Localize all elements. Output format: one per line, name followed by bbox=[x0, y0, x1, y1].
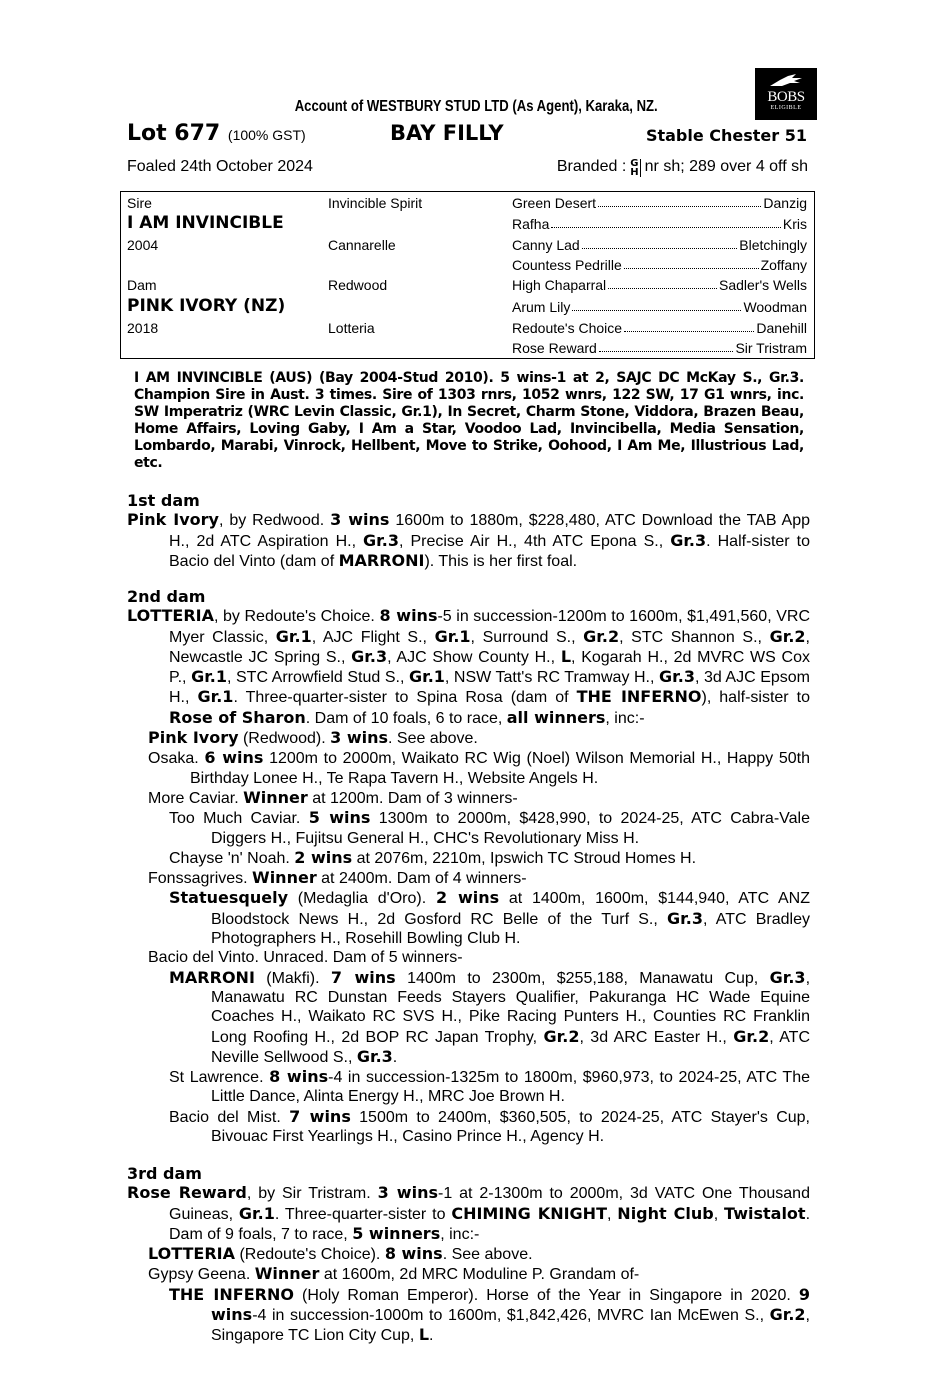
pedigree-entry: THE INFERNO (Holy Roman Emperor). Horse of the Year in Singapore in 2020. 9 wins-4 in succession-1000m to 1600m, $1,842,426, MVRC Ian McEwen S., Gr.2, Singapore TC Lion City Cup, L. bbox=[169, 1284, 810, 1345]
sire-summary: I AM INVINCIBLE (AUS) (Bay 2004-Stud 2010). 5 wins-1 at 2, SAJC DC McKay S., Gr.3. Champion Sire in Aust. 3 times. Sire of 1303 rnrs, 1052 wnrs, 122 SW, 17 G1 wnrs, inc. SW Imperatriz (WRC Levin Classic, Gr.1), In Secret, Charm Stone, Viddora, Brazen Beau, Home Affairs, Loving Gaby, I Am a Star, Voodoo Lad, Invincibella, Media Sensation, Lombardo, Marabi, Vinrock, Hellbent, Move to Strike, Oohood, I Am Me, Illustrious Lad, etc. bbox=[134, 370, 804, 471]
section-heading: 1st dam bbox=[127, 491, 200, 510]
pedigree-entry: St Lawrence. 8 wins-4 in succession-1325m to 1800m, $960,973, to 2024-25, ATC The Little Dance, Alinta Energy H., MRC Joe Brown H. bbox=[169, 1067, 810, 1106]
entries bbox=[127, 606, 810, 1146]
pedigree-entry: Pink Ivory, by Redwood. 3 wins 1600m to 1880m, $228,480, ATC Download the TAB App H., 2d ATC Aspiration H., Gr.3, Precise Air H., 4th ATC Epona S., Gr.3. Half-sister to Bacio del Vinto (dam of MARRONI). This is her first foal. bbox=[127, 510, 811, 570]
gst-note: (100% GST) bbox=[227, 127, 306, 143]
sire-sire: Invincible Spirit bbox=[328, 195, 423, 211]
foaled-date: Foaled 24th October 2024 bbox=[127, 158, 313, 175]
pedigree-entry: LOTTERIA (Redoute's Choice). 8 wins. See above. bbox=[148, 1244, 533, 1264]
sire-label: Sire bbox=[127, 195, 152, 211]
entries bbox=[127, 510, 810, 571]
pedigree-entry: MARRONI (Makfi). 7 wins 1400m to 2300m, $255,188, Manawatu Cup, Gr.3, Manawatu RC Dunstan Feeds Stayers Qualifier, Pakuranga HC Wade Equine Coaches H., Waikato RC SVS H., Pike Racing Punters H., Counties RC Franklin Long Roofing H., 2d BOP RC Japan Trophy, Gr.2, 3d ARC Easter H., Gr.2, ATC Neville Sellwood S., Gr.3. bbox=[169, 967, 811, 1066]
second-dam-section bbox=[127, 587, 810, 1146]
pedigree-entry: Too Much Caviar. 5 wins 1300m to 2000m, $428,990, to 2024-25, ATC Cabra-Vale Diggers H., Fujitsu General H., CHC's Revolutionary Miss H. bbox=[169, 808, 810, 847]
logo-subtext: ELIGIBLE bbox=[770, 105, 802, 111]
pedigree-g3-row: Arum Lily Woodman bbox=[512, 299, 807, 315]
entries bbox=[127, 1183, 810, 1345]
lot-header bbox=[127, 121, 809, 151]
sire-name: I AM INVINCIBLE bbox=[127, 213, 284, 233]
dam-dam: Lotteria bbox=[328, 320, 375, 336]
pedigree-entry: Bacio del Mist. 7 wins 1500m to 2400m, $360,505, to 2024-25, ATC Stayer's Cup, Bivouac First Yearlings H., Casino Prince H., Agency H. bbox=[169, 1106, 810, 1146]
lot-number bbox=[127, 121, 306, 146]
lot-label: Lot 677 bbox=[127, 121, 221, 146]
pedigree-entry: Gypsy Geena. Winner at 1600m, 2d MRC Moduline P. Grandam of- bbox=[148, 1264, 640, 1284]
pedigree-g3-row: High Chaparral Sadler's Wells bbox=[512, 277, 807, 293]
pedigree-entry: Fonssagrives. Winner at 2400m. Dam of 4 winners- bbox=[148, 868, 527, 888]
branded-info bbox=[557, 158, 808, 176]
dam-label: Dam bbox=[127, 277, 157, 293]
bobs-eligible-logo bbox=[755, 68, 817, 120]
dam-sire: Redwood bbox=[328, 277, 388, 293]
stable-location: Stable Chester 51 bbox=[645, 126, 807, 145]
branded-text: nr sh; 289 over 4 off sh bbox=[644, 158, 808, 175]
pedigree-g3-row: Rafha Kris bbox=[512, 216, 807, 232]
horse-sex-color: BAY FILLY bbox=[390, 121, 504, 145]
pedigree-g3-row: Green Desert Danzig bbox=[512, 195, 807, 211]
first-dam-section bbox=[127, 491, 810, 571]
pedigree-g3-row: Countess Pedrille Zoffany bbox=[512, 257, 807, 273]
pedigree-entry: Rose Reward, by Sir Tristram. 3 wins-1 at 2-1300m to 2000m, 3d VATC One Thousand Guineas, Gr.1. Three-quarter-sister to CHIMING KNIGHT, Night Club, Twistalot. Dam of 9 foals, 7 to race, 5 winners, inc:- bbox=[127, 1183, 811, 1243]
pedigree-entry: More Caviar. Winner at 1200m. Dam of 3 winners- bbox=[148, 787, 518, 807]
section-heading: 2nd dam bbox=[127, 587, 206, 606]
dam-name: PINK IVORY (NZ) bbox=[127, 296, 286, 316]
horse-head-icon bbox=[766, 72, 806, 90]
dam-year: 2018 bbox=[127, 320, 159, 336]
pedigree-g3-row: Rose Reward Sir Tristram bbox=[512, 340, 807, 356]
pedigree-entry: LOTTERIA, by Redoute's Choice. 8 wins-5 in succession-1200m to 1600m, $1,491,560, VRC Myer Classic, Gr.1, AJC Flight S., Gr.1, Surround S., Gr.2, STC Shannon S., Gr.2, Newcastle JC Spring S., Gr.3, AJC Show County H., L, Kogarah H., 2d MVRC WS Cox P., Gr.1, STC Arrowfield Stud S., Gr.1, NSW Tatt's RC Tramway H., Gr.3, 3d AJC Epsom H., Gr.1. Three-quarter-sister to Spina Rosa (dam of THE INFERNO), half-sister to Rose of Sharon. Dam of 10 foals, 6 to race, all winners, inc:- bbox=[127, 606, 811, 727]
pedigree-g3-row: Redoute's Choice Danehill bbox=[512, 320, 807, 336]
pedigree-entry: Statuesquely (Medaglia d'Oro). 2 wins at 1400m, 1600m, $144,940, ATC ANZ Bloodstock News H., 2d Gosford RC Belle of the Turf S., Gr.3, ATC Bradley Photographers H., Rosehill Bowling Club H. bbox=[169, 888, 811, 948]
third-dam-section bbox=[127, 1164, 810, 1346]
sire-dam: Cannarelle bbox=[328, 237, 396, 253]
section-heading: 3rd dam bbox=[127, 1164, 202, 1183]
pedigree-entry: Bacio del Vinto. Unraced. Dam of 5 winners- bbox=[148, 949, 463, 967]
logo-text: BOBS bbox=[767, 89, 805, 105]
sire-year: 2004 bbox=[127, 237, 159, 253]
pedigree-entry: Osaka. 6 wins 1200m to 2000m, Waikato RC Wig (Noel) Wilson Memorial H., Happy 50th Birthday Lonee H., Te Rapa Tavern H., Website Angels H. bbox=[148, 748, 810, 787]
brand-mark-icon: G H bbox=[630, 158, 639, 178]
pedigree-entry: Chayse 'n' Noah. 2 wins at 2076m, 2210m, Ipswich TC Stroud Homes H. bbox=[169, 847, 697, 867]
pedigree-g3-row: Canny Lad Bletchingly bbox=[512, 237, 807, 253]
pedigree-table bbox=[120, 191, 815, 359]
pedigree-entry: Pink Ivory (Redwood). 3 wins. See above. bbox=[148, 728, 478, 748]
vendor-line: Account of WESTBURY STUD LTD (As Agent), Karaka, NZ. bbox=[294, 98, 658, 115]
branded-label: Branded : bbox=[556, 158, 627, 175]
